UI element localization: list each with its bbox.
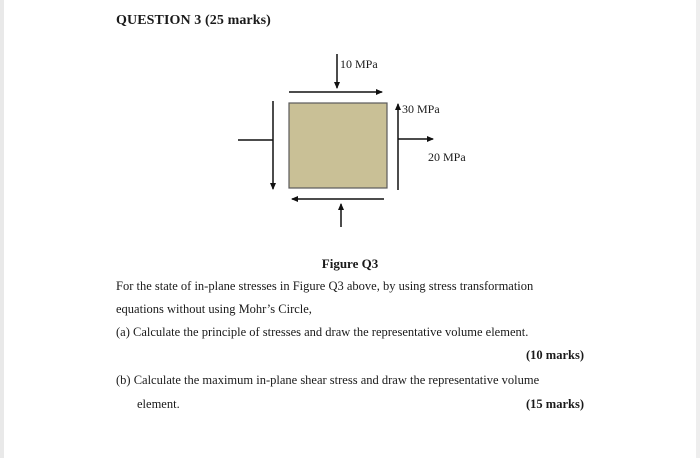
shear-stress-label: 30 MPa — [402, 102, 440, 116]
part-b-line-2: element. — [137, 397, 180, 411]
intro-line-2: equations without using Mohr’s Circle, — [116, 302, 312, 316]
part-a-marks: (10 marks) — [526, 348, 584, 362]
figure-caption: Figure Q3 — [321, 256, 379, 271]
stress-element-square — [289, 103, 387, 188]
part-a-text: (a) Calculate the principle of stresses and draw the representative volume element. — [116, 325, 529, 339]
intro-line-1: For the state of in-plane stresses in Figure Q3 above, by using stress transformation — [116, 279, 534, 293]
question-heading: QUESTION 3 (25 marks) — [116, 13, 271, 28]
top-normal-stress-label: 10 MPa — [340, 57, 378, 71]
right-normal-stress-label: 20 MPa — [428, 150, 466, 164]
part-b-marks: (15 marks) — [526, 397, 584, 411]
part-b-line-1: (b) Calculate the maximum in-plane shear stress and draw the representative volume — [116, 373, 540, 387]
